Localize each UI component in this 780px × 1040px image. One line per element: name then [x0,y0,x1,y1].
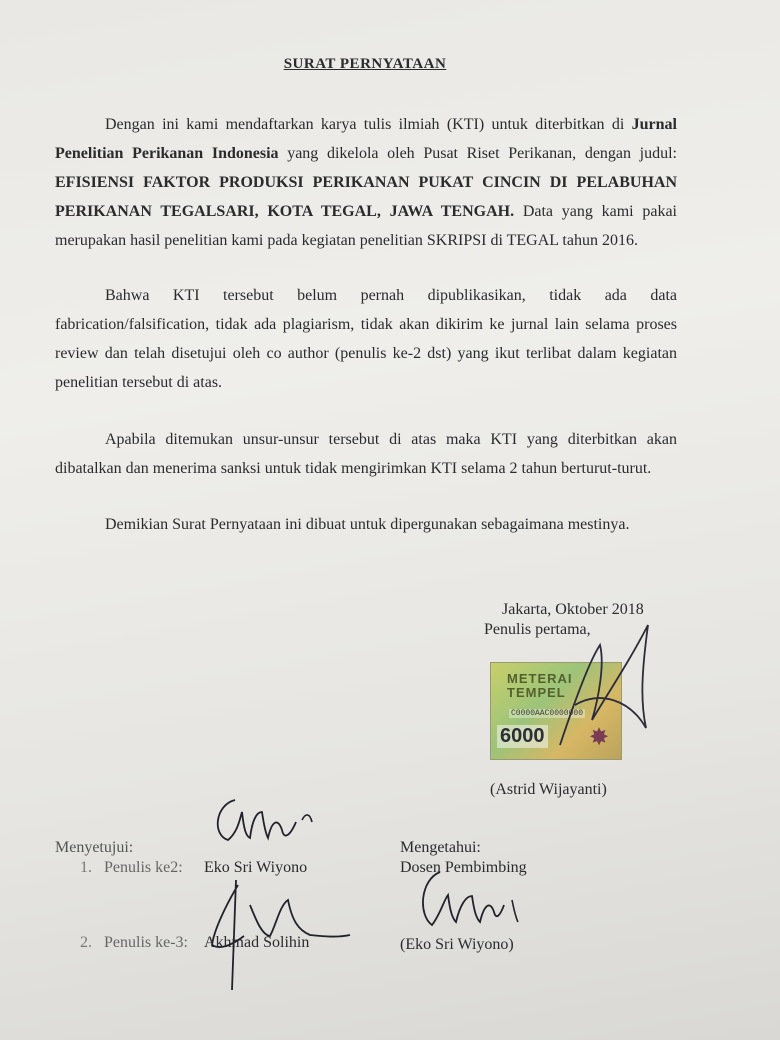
approval-item-2 [80,858,307,878]
author-label: Penulis pertama, [484,621,591,638]
p1-middle: yang dikelola oleh Pusat Riset Perikanan, dengan judul: [278,145,677,162]
stamp-line2: TEMPEL [507,685,566,700]
acknowledge-label: Mengetahui: [400,839,481,856]
p1-end: Data yang kami pakai merupakan hasil penelitian kami pada kegiatan penelitian SKRIPSI di TEGAL tahun 2016. [55,203,677,249]
garuda-emblem-icon: ✸ [589,725,610,751]
document-title: SURAT PERNYATAAN [283,56,447,72]
acknowledge-role: Dosen Pembimbing [400,859,527,876]
approval-item-name: Akhmad Solihin [204,934,310,951]
stamp-value: 6000 [497,725,548,748]
approval-item-name: Eko Sri Wiyono [204,859,308,876]
acknowledge-name: (Eko Sri Wiyono) [400,936,514,953]
signature-eko-1 [218,800,296,840]
author-name: (Astrid Wijayanti) [490,781,607,798]
paper-title: EFISIENSI FAKTOR PRODUKSI PERIKANAN PUKAT CINCIN DI PELABUHAN PERIKANAN TEGALSARI, KOTA TEGAL, JAWA TENGAH. [55,174,677,220]
journal-name: Jurnal Penelitian Perikanan Indonesia [55,116,677,162]
revenue-stamp [490,662,622,760]
signature-eko-2 [423,872,504,925]
approval-item-label: Penulis ke-3: [104,934,188,951]
place-date: Jakarta, Oktober 2018 [502,601,644,618]
paragraph-sanction: Apabila ditemukan unsur-unsur tersebut di atas maka KTI yang diterbitkan akan dibatalkan dan menerima sanksi untuk tidak mengirimkan KTI selama 2 tahun berturut-turut. [55,431,677,477]
paragraph-originality: Bahwa KTI tersebut belum pernah dipublikasikan, tidak ada data fabrication/falsification, tidak ada plagiarism, tidak akan dikirim ke jurnal lain selama proses review dan telah disetujui oleh co author (penulis ke-2 dst) yang ikut terlibat dalam kegiatan penelitian tersebut di atas. [55,287,677,391]
approval-item-num: 2. [80,934,92,951]
approval-item-num: 1. [80,859,92,876]
stamp-line1: METERAI [507,671,573,686]
approval-label: Menyetujui: [55,839,134,856]
signature-eko-1-tail [302,815,312,822]
approval-item-3 [80,933,309,953]
signature-eko-2-tail [512,900,518,922]
stamp-code: C0000AAC0000000 [511,709,584,718]
paragraph-closing: Demikian Surat Pernyataan ini dibuat untuk dipergunakan sebagaimana mestinya. [105,516,630,533]
p1-intro: Dengan ini kami mendaftarkan karya tulis ilmiah (KTI) untuk diterbitkan di [105,116,632,133]
approval-item-label: Penulis ke2: [104,859,183,876]
paragraph-registration [55,110,677,255]
